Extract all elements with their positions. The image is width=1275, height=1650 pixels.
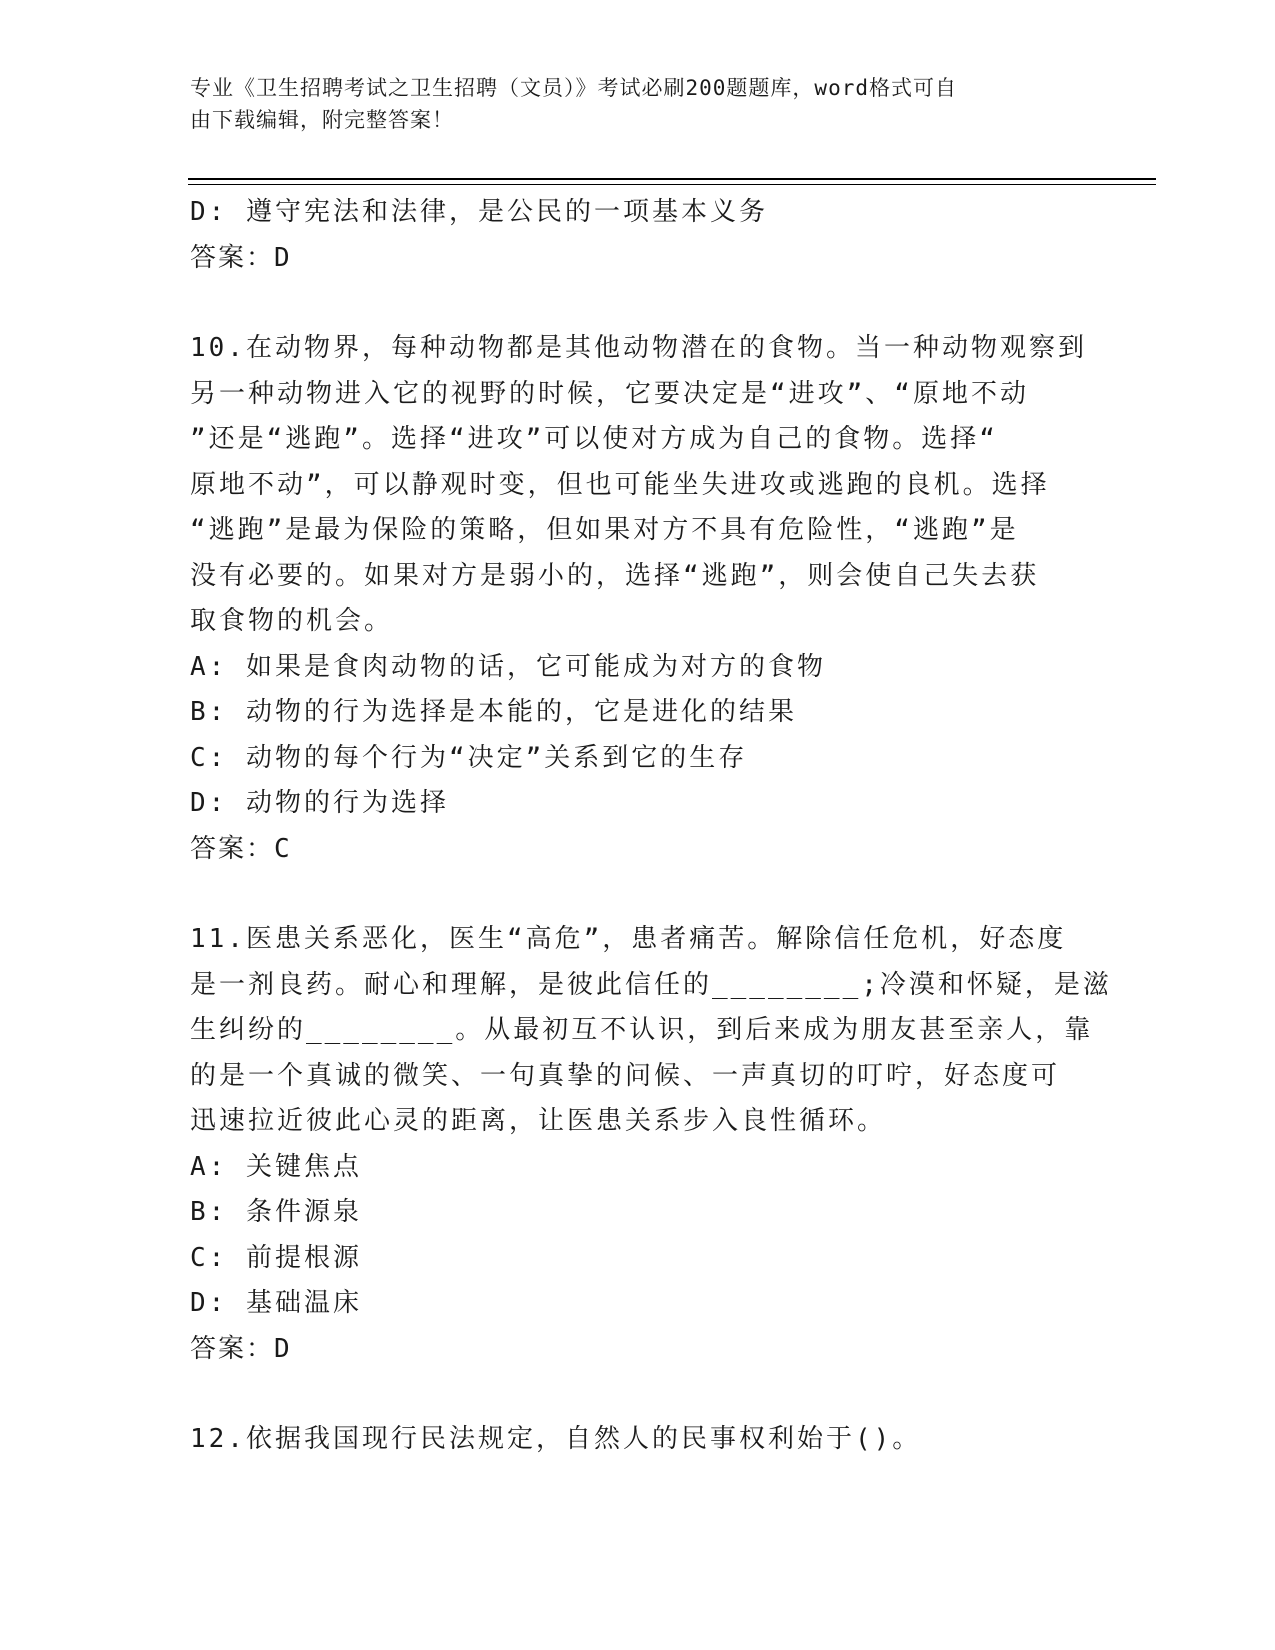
option-c: C: 前提根源 [190, 1242, 362, 1273]
header-line-2: 由下载编辑，附完整答案！ [190, 108, 454, 132]
question-line: 取食物的机会。 [190, 606, 394, 636]
option-a: A: 如果是食肉动物的话，它可能成为对方的食物 [190, 651, 826, 682]
option-a: A: 关键焦点 [190, 1151, 362, 1182]
option-d: D: 遵守宪法和法律，是公民的一项基本义务 [190, 197, 768, 227]
previous-question-tail [190, 190, 1090, 281]
document-body [190, 190, 1112, 1463]
answer: 答案：D [190, 1333, 292, 1364]
answer: 答案：C [190, 833, 292, 864]
header-rule-thick [188, 178, 1156, 180]
option-d: D: 基础温床 [190, 1288, 362, 1318]
spacer [190, 281, 1090, 326]
question-12 [190, 1417, 1090, 1463]
question-line: 12.依据我国现行民法规定，自然人的民事权利始于()。 [190, 1424, 922, 1454]
question-line: 是一剂良药。耐心和理解，是彼此信任的________;冷漠和怀疑，是滋 [190, 969, 1112, 1000]
question-line: 11.医患关系恶化，医生“高危”，患者痛苦。解除信任危机，好态度 [190, 924, 1067, 954]
question-line: 迅速拉近彼此心灵的距离，让医患关系步入良性循环。 [190, 1106, 887, 1136]
question-line: 生纠纷的________。从最初互不认识，到后来成为朋友甚至亲人，靠 [190, 1015, 1094, 1045]
question-line: 原地不动”，可以静观时变，但也可能坐失进攻或逃跑的良机。选择 [190, 469, 1050, 500]
header-rule-thin [188, 184, 1156, 185]
document-header [190, 72, 1070, 136]
header-line-1: 专业《卫生招聘考试之卫生招聘（文员）》考试必刷200题题库，word格式可自 [190, 76, 957, 100]
spacer [190, 1372, 1090, 1417]
question-11 [190, 917, 1112, 1372]
question-line: 10.在动物界，每种动物都是其他动物潜在的食物。当一种动物观察到 [190, 333, 1087, 363]
question-line: 另一种动物进入它的视野的时候，它要决定是“进攻”、“原地不动 [190, 378, 1029, 409]
question-line: 没有必要的。如果对方是弱小的，选择“逃跑”，则会使自己失去获 [190, 560, 1040, 591]
answer: 答案：D [190, 242, 292, 273]
question-line: “逃跑”是最为保险的策略，但如果对方不具有危险性，“逃跑”是 [190, 515, 1019, 545]
option-d: D: 动物的行为选择 [190, 788, 449, 818]
question-10 [190, 326, 1090, 872]
option-b: B: 条件源泉 [190, 1197, 362, 1227]
spacer [190, 872, 1090, 917]
question-line: 的是一个真诚的微笑、一句真挚的问候、一声真切的叮咛，好态度可 [190, 1060, 1061, 1091]
question-line: ”还是“逃跑”。选择“进攻”可以使对方成为自己的食物。选择“ [190, 424, 998, 454]
option-b: B: 动物的行为选择是本能的，它是进化的结果 [190, 697, 797, 727]
option-c: C: 动物的每个行为“决定”关系到它的生存 [190, 742, 748, 773]
